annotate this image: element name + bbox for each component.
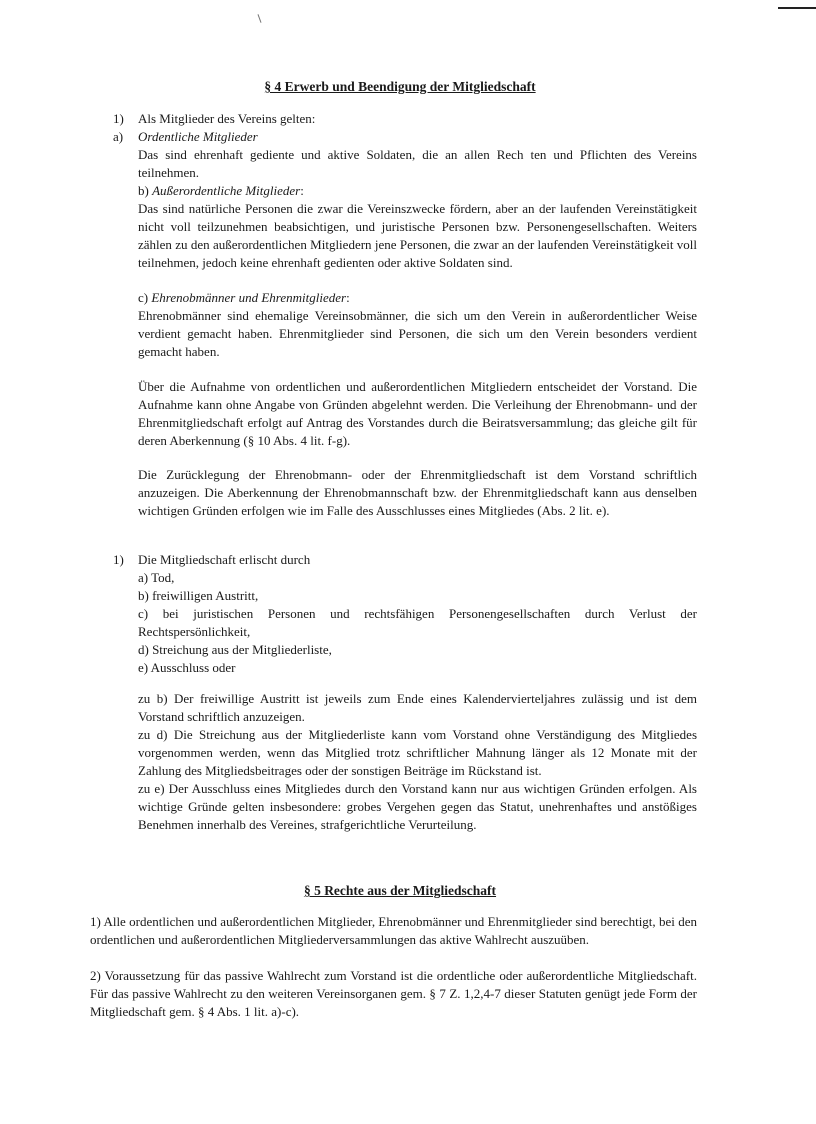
ausserordentliche-mitglieder-text: Das sind natürliche Personen die zwar die Vereinszwecke fördern, aber an der laufenden Vereinstätigkeit nicht voll teilzunehmen beabsichtigen, und juristische Personen bzw. Personengesellschaften. Weiters zählen zu den außerordentlichen Mitgliedern jene Personen, die zwar an der laufenden Vereinstätigkeit voll teilnehmen, jedoch keine ehrenhaft gedienten oder aktive Soldaten sind. [138,201,697,270]
item-a-letter: a) [113,129,124,144]
list-item: d) Streichung aus der Mitgliederliste, [138,642,332,657]
zuruecklegung-paragraph: Die Zurücklegung der Ehrenobmann- oder der Ehrenmitgliedschaft ist dem Vorstand schriftlich anzuzeigen. Die Aberkennung der Ehrenobmannschaft bzw. der Ehrenmitgliedschaft kann aus denselben wichtigen Gründen erfolgen wie im Falle des Ausschlusses eines Mitgliedes (Abs. 2 lit. e). [138,467,697,518]
b-suffix: : [300,183,304,198]
list-item: c) bei juristischen Personen und rechtsfähigen Personengesellschaften durch Verlust der Rechtspersönlichkeit, [138,606,697,639]
ordentliche-mitglieder-text: Das sind ehrenhaft gediente und aktive Soldaten, die an allen Rech ten und Pflichten des Vereins teilnehmen. [138,147,697,180]
b-prefix: b) [138,183,153,198]
ehrenmitglieder-heading [138,289,350,307]
scan-tick-mark [257,14,261,23]
rechte-paragraph-1: 1) Alle ordentlichen und außerordentlichen Mitglieder, Ehrenobmänner und Ehrenmitglieder sind berechtigt, bei den ordentlichen und außerordentlichen Mitgliederversammlungen das aktive Wahlrecht auszuüben. [90,914,697,947]
aufnahme-paragraph: Über die Aufnahme von ordentlichen und außerordentlichen Mitgliedern entscheidet der Vorstand. Die Aufnahme kann ohne Angabe von Gründen abgelehnt werden. Die Verleihung der Ehrenobmann- und der Ehrenmitgliedschaft erfolgt auf Antrag des Vorstandes durch die Beiratsversammlung; das gleiche gilt für deren Aberkennung (§ 10 Abs. 4 lit. f-g). [138,379,697,448]
list-item: a) Tod, [138,570,175,585]
item-2-number: 1) [113,552,124,567]
zu-e-paragraph: zu e) Der Ausschluss eines Mitgliedes durch den Vorstand kann nur aus wichtigen Gründen erfolgen. Als wichtige Gründe gelten insbesondere: grobes Vergehen gegen das Statut, unehrenhaftes und anstößiges Benehmen innerhalb des Vereines, strafgerichtliche Verurteilung. [138,781,697,832]
item-1-number: 1) [113,111,124,126]
zu-d-paragraph: zu d) Die Streichung aus der Mitgliederliste kann vom Vorstand ohne Verständigung des Mitgliedes vorgenommen werden, wenn das Mitglied trotz schriftlicher Mahnung länger als 12 Monate mit der Zahlung des Mitgliedsbeitrages oder der sonstigen Beiträge im Rückstand ist. [138,727,697,778]
c-prefix: c) [138,290,152,305]
ordentliche-mitglieder-label: Ordentliche Mitglieder [138,129,258,144]
item-2-text: Die Mitgliedschaft erlischt durch [138,552,311,567]
ehrenmitglieder-label: Ehrenobmänner und Ehrenmitglieder [151,290,347,305]
section-4-title: § 4 Erwerb und Beendigung der Mitgliedschaft [264,79,536,94]
zu-b-paragraph: zu b) Der freiwillige Austritt ist jeweils zum Ende eines Kalendervierteljahres zulässig und ist dem Vorstand schriftlich anzuzeigen. [138,691,697,724]
erloeschen-list [138,569,697,677]
list-item: e) Ausschluss oder [138,660,236,675]
section-5-title: § 5 Rechte aus der Mitgliedschaft [303,883,497,898]
c-suffix: : [346,290,350,305]
ausserordentliche-mitglieder-label: Außerordentliche Mitglieder [152,183,301,198]
item-1-text: Als Mitglieder des Vereins gelten: [138,111,316,126]
list-item: b) freiwilligen Austritt, [138,588,259,603]
ausserordentliche-mitglieder-heading [138,182,304,200]
scan-corner-mark [778,7,816,9]
ehrenmitglieder-text: Ehrenobmänner sind ehemalige Vereinsobmänner, die sich um den Verein in außerordentlicher Weise verdient gemacht haben. Ehrenmitglieder sind Personen, die sich um den Verein besonders verdient gemacht haben. [138,308,697,359]
rechte-paragraph-2: 2) Voraussetzung für das passive Wahlrecht zum Vorstand ist die ordentliche oder außerordentliche Mitgliedschaft. Für das passive Wahlrecht zu den weiteren Vereinsorganen gem. § 7 Z. 1,2,4-7 dieser Statuten genügt jede Form der Mitgliedschaft gem. § 4 Abs. 1 lit. a)-c). [90,968,697,1019]
